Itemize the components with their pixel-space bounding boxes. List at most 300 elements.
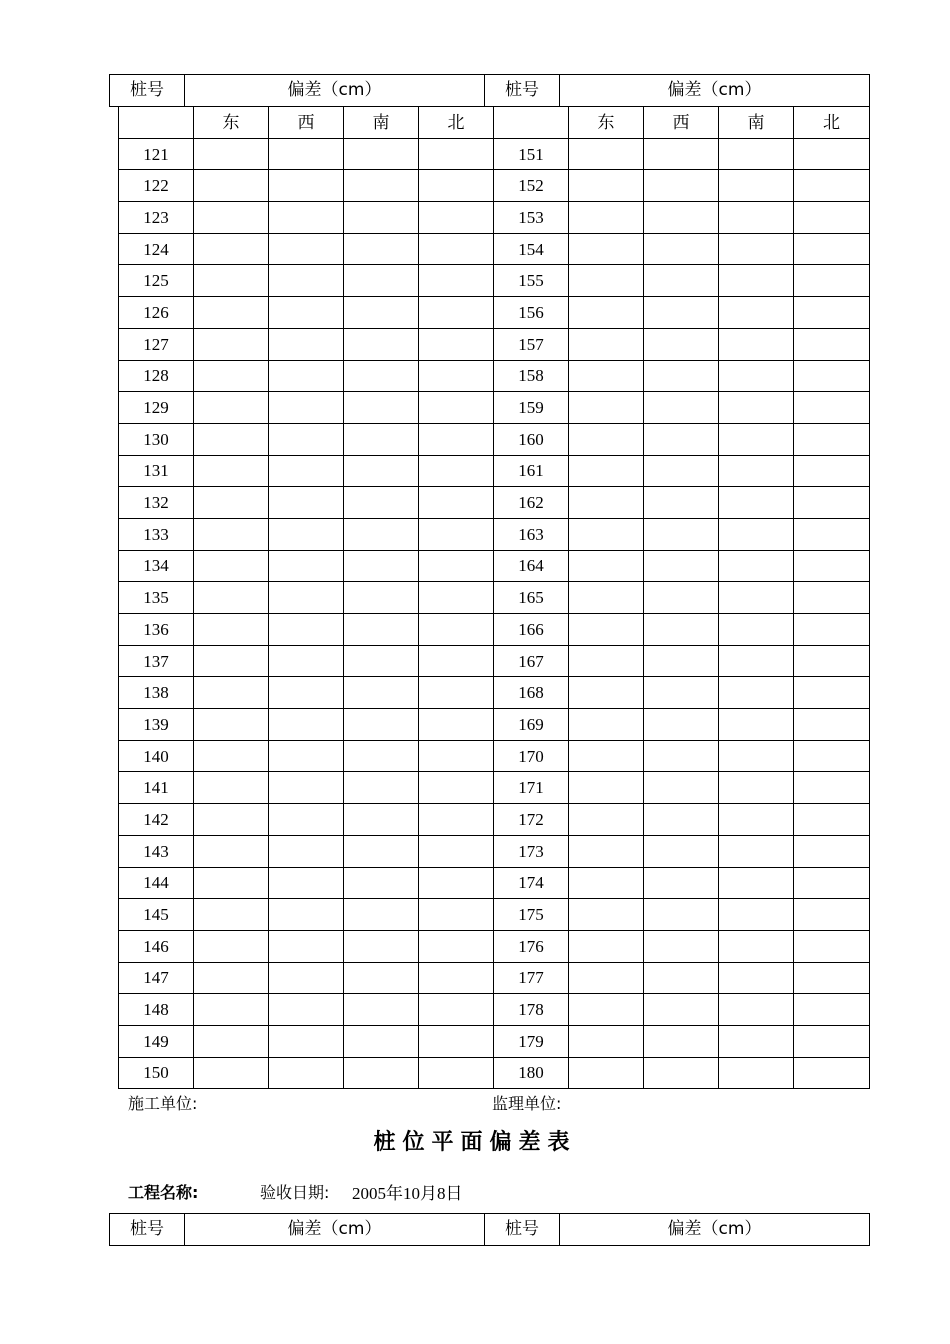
deviation-cell[interactable] xyxy=(794,582,870,614)
deviation-cell[interactable] xyxy=(419,804,494,836)
deviation-cell[interactable] xyxy=(194,645,269,677)
deviation-cell[interactable] xyxy=(644,297,719,329)
deviation-cell[interactable] xyxy=(194,835,269,867)
deviation-cell[interactable] xyxy=(344,360,419,392)
deviation-cell[interactable] xyxy=(344,994,419,1026)
deviation-header-right-2: 偏差（cm） xyxy=(560,1214,870,1246)
deviation-cell[interactable] xyxy=(419,550,494,582)
deviation-cell[interactable] xyxy=(194,614,269,646)
deviation-cell[interactable] xyxy=(719,772,794,804)
deviation-cell[interactable] xyxy=(569,487,644,519)
deviation-cell[interactable] xyxy=(344,645,419,677)
deviation-cell[interactable] xyxy=(569,233,644,265)
deviation-cell[interactable] xyxy=(344,677,419,709)
table-row xyxy=(119,835,870,867)
pile-number-left: 137 xyxy=(119,645,194,677)
deviation-cell[interactable] xyxy=(269,360,344,392)
deviation-cell[interactable] xyxy=(269,518,344,550)
deviation-cell[interactable] xyxy=(344,455,419,487)
deviation-cell[interactable] xyxy=(644,487,719,519)
deviation-cell[interactable] xyxy=(419,899,494,931)
deviation-cell[interactable] xyxy=(794,360,870,392)
deviation-cell[interactable] xyxy=(719,835,794,867)
pile-number-left: 134 xyxy=(119,550,194,582)
deviation-cell[interactable] xyxy=(794,835,870,867)
deviation-cell[interactable] xyxy=(269,138,344,170)
deviation-cell[interactable] xyxy=(344,265,419,297)
deviation-cell[interactable] xyxy=(719,1025,794,1057)
deviation-cell[interactable] xyxy=(269,677,344,709)
deviation-cell[interactable] xyxy=(344,709,419,741)
deviation-cell[interactable] xyxy=(644,233,719,265)
deviation-cell[interactable] xyxy=(719,265,794,297)
deviation-cell[interactable] xyxy=(419,1025,494,1057)
deviation-table-body xyxy=(119,107,870,1089)
pile-number-right: 158 xyxy=(494,360,569,392)
deviation-cell[interactable] xyxy=(644,899,719,931)
pile-number-right: 156 xyxy=(494,297,569,329)
deviation-cell[interactable] xyxy=(344,867,419,899)
deviation-cell[interactable] xyxy=(194,867,269,899)
deviation-cell[interactable] xyxy=(794,487,870,519)
deviation-cell[interactable] xyxy=(719,1057,794,1089)
deviation-cell[interactable] xyxy=(269,614,344,646)
pile-number-left: 127 xyxy=(119,328,194,360)
deviation-cell[interactable] xyxy=(419,614,494,646)
deviation-cell[interactable] xyxy=(794,202,870,234)
table-row xyxy=(119,265,870,297)
deviation-cell[interactable] xyxy=(194,740,269,772)
pile-number-right: 159 xyxy=(494,392,569,424)
deviation-cell[interactable] xyxy=(569,645,644,677)
deviation-cell[interactable] xyxy=(719,582,794,614)
deviation-cell[interactable] xyxy=(569,202,644,234)
table-row xyxy=(119,328,870,360)
deviation-cell[interactable] xyxy=(644,1025,719,1057)
deviation-cell[interactable] xyxy=(269,1025,344,1057)
deviation-cell[interactable] xyxy=(344,930,419,962)
deviation-cell[interactable] xyxy=(719,328,794,360)
table-row xyxy=(119,138,870,170)
project-name-label: 工程名称: xyxy=(128,1183,199,1202)
deviation-cell[interactable] xyxy=(569,994,644,1026)
deviation-cell[interactable] xyxy=(644,709,719,741)
deviation-cell[interactable] xyxy=(344,487,419,519)
deviation-cell[interactable] xyxy=(569,265,644,297)
deviation-cell[interactable] xyxy=(794,677,870,709)
deviation-cell[interactable] xyxy=(719,645,794,677)
deviation-cell[interactable] xyxy=(344,740,419,772)
pile-number-left: 130 xyxy=(119,423,194,455)
deviation-cell[interactable] xyxy=(419,867,494,899)
deviation-cell[interactable] xyxy=(794,962,870,994)
deviation-cell[interactable] xyxy=(719,550,794,582)
deviation-cell[interactable] xyxy=(269,994,344,1026)
deviation-cell[interactable] xyxy=(569,138,644,170)
deviation-cell[interactable] xyxy=(719,962,794,994)
deviation-cell[interactable] xyxy=(719,709,794,741)
deviation-cell[interactable] xyxy=(644,518,719,550)
deviation-cell[interactable] xyxy=(644,930,719,962)
pile-number-left: 147 xyxy=(119,962,194,994)
deviation-cell[interactable] xyxy=(644,423,719,455)
deviation-cell[interactable] xyxy=(794,1057,870,1089)
deviation-cell[interactable] xyxy=(644,677,719,709)
deviation-cell[interactable] xyxy=(794,930,870,962)
deviation-cell[interactable] xyxy=(419,297,494,329)
pile-number-left: 133 xyxy=(119,518,194,550)
deviation-cell[interactable] xyxy=(344,804,419,836)
deviation-cell[interactable] xyxy=(419,328,494,360)
deviation-cell[interactable] xyxy=(794,138,870,170)
table-row xyxy=(119,740,870,772)
deviation-cell[interactable] xyxy=(794,518,870,550)
deviation-cell[interactable] xyxy=(719,423,794,455)
deviation-cell[interactable] xyxy=(644,138,719,170)
deviation-cell[interactable] xyxy=(269,835,344,867)
deviation-cell[interactable] xyxy=(344,1057,419,1089)
deviation-cell[interactable] xyxy=(719,518,794,550)
deviation-cell[interactable] xyxy=(419,138,494,170)
deviation-cell[interactable] xyxy=(194,994,269,1026)
deviation-cell[interactable] xyxy=(794,804,870,836)
deviation-cell[interactable] xyxy=(269,772,344,804)
deviation-cell[interactable] xyxy=(194,518,269,550)
pile-no-header-right-2: 桩号 xyxy=(485,1214,560,1246)
deviation-cell[interactable] xyxy=(269,582,344,614)
deviation-cell[interactable] xyxy=(644,994,719,1026)
pile-number-right: 169 xyxy=(494,709,569,741)
table-row xyxy=(119,170,870,202)
deviation-cell[interactable] xyxy=(194,265,269,297)
deviation-cell[interactable] xyxy=(269,487,344,519)
deviation-cell[interactable] xyxy=(194,582,269,614)
deviation-cell[interactable] xyxy=(194,930,269,962)
acceptance-date-value: 2005年10月8日 xyxy=(352,1184,463,1203)
deviation-cell[interactable] xyxy=(419,170,494,202)
deviation-cell[interactable] xyxy=(419,233,494,265)
deviation-cell[interactable] xyxy=(794,550,870,582)
deviation-cell[interactable] xyxy=(419,930,494,962)
deviation-cell[interactable] xyxy=(569,930,644,962)
deviation-cell[interactable] xyxy=(269,930,344,962)
pile-number-left: 150 xyxy=(119,1057,194,1089)
deviation-cell[interactable] xyxy=(794,867,870,899)
deviation-cell[interactable] xyxy=(194,170,269,202)
pile-number-right: 164 xyxy=(494,550,569,582)
header-row-2 xyxy=(110,1214,870,1246)
pile-number-right: 152 xyxy=(494,170,569,202)
deviation-cell[interactable] xyxy=(419,962,494,994)
pile-number-right: 154 xyxy=(494,233,569,265)
deviation-cell[interactable] xyxy=(644,582,719,614)
deviation-cell[interactable] xyxy=(644,740,719,772)
deviation-cell[interactable] xyxy=(569,170,644,202)
deviation-cell[interactable] xyxy=(194,297,269,329)
direction-north-right: 北 xyxy=(794,107,870,139)
deviation-cell[interactable] xyxy=(794,899,870,931)
deviation-cell[interactable] xyxy=(794,1025,870,1057)
deviation-cell[interactable] xyxy=(644,1057,719,1089)
deviation-cell[interactable] xyxy=(194,487,269,519)
deviation-cell[interactable] xyxy=(644,867,719,899)
deviation-cell[interactable] xyxy=(194,233,269,265)
deviation-cell[interactable] xyxy=(644,170,719,202)
deviation-cell[interactable] xyxy=(569,1057,644,1089)
deviation-cell[interactable] xyxy=(419,582,494,614)
deviation-cell[interactable] xyxy=(269,265,344,297)
pile-number-right: 162 xyxy=(494,487,569,519)
pile-number-left: 121 xyxy=(119,138,194,170)
deviation-cell[interactable] xyxy=(794,614,870,646)
deviation-cell[interactable] xyxy=(719,297,794,329)
pile-number-right: 171 xyxy=(494,772,569,804)
deviation-cell[interactable] xyxy=(419,1057,494,1089)
deviation-cell[interactable] xyxy=(269,202,344,234)
table-row xyxy=(119,994,870,1026)
pile-number-right: 160 xyxy=(494,423,569,455)
deviation-cell[interactable] xyxy=(419,740,494,772)
deviation-cell[interactable] xyxy=(719,202,794,234)
pile-number-right: 174 xyxy=(494,867,569,899)
deviation-cell[interactable] xyxy=(194,772,269,804)
deviation-cell[interactable] xyxy=(794,170,870,202)
direction-east-right: 东 xyxy=(569,107,644,139)
deviation-cell[interactable] xyxy=(569,709,644,741)
deviation-cell[interactable] xyxy=(794,455,870,487)
pile-number-right: 168 xyxy=(494,677,569,709)
deviation-cell[interactable] xyxy=(569,835,644,867)
deviation-cell[interactable] xyxy=(194,1025,269,1057)
deviation-cell[interactable] xyxy=(719,614,794,646)
deviation-cell[interactable] xyxy=(419,518,494,550)
deviation-cell[interactable] xyxy=(194,1057,269,1089)
deviation-cell[interactable] xyxy=(269,709,344,741)
deviation-cell[interactable] xyxy=(269,1057,344,1089)
deviation-cell[interactable] xyxy=(644,455,719,487)
deviation-cell[interactable] xyxy=(794,772,870,804)
deviation-cell[interactable] xyxy=(269,392,344,424)
pile-no-header-left-2: 桩号 xyxy=(110,1214,185,1246)
deviation-cell[interactable] xyxy=(569,772,644,804)
pile-number-right: 176 xyxy=(494,930,569,962)
deviation-cell[interactable] xyxy=(719,455,794,487)
deviation-cell[interactable] xyxy=(194,550,269,582)
deviation-cell[interactable] xyxy=(269,962,344,994)
deviation-cell[interactable] xyxy=(719,360,794,392)
deviation-cell[interactable] xyxy=(719,867,794,899)
deviation-cell[interactable] xyxy=(569,423,644,455)
deviation-cell[interactable] xyxy=(194,455,269,487)
deviation-cell[interactable] xyxy=(194,677,269,709)
deviation-cell[interactable] xyxy=(644,265,719,297)
deviation-cell[interactable] xyxy=(569,297,644,329)
deviation-cell[interactable] xyxy=(719,804,794,836)
deviation-cell[interactable] xyxy=(419,202,494,234)
deviation-cell[interactable] xyxy=(194,138,269,170)
deviation-cell[interactable] xyxy=(344,233,419,265)
pile-number-right: 167 xyxy=(494,645,569,677)
pile-number-left: 142 xyxy=(119,804,194,836)
deviation-cell[interactable] xyxy=(569,328,644,360)
pile-number-right: 170 xyxy=(494,740,569,772)
deviation-cell[interactable] xyxy=(569,392,644,424)
deviation-cell[interactable] xyxy=(344,1025,419,1057)
deviation-cell[interactable] xyxy=(419,392,494,424)
deviation-cell[interactable] xyxy=(344,328,419,360)
deviation-cell[interactable] xyxy=(344,138,419,170)
table-row xyxy=(119,899,870,931)
deviation-cell[interactable] xyxy=(419,645,494,677)
deviation-cell[interactable] xyxy=(794,709,870,741)
deviation-cell[interactable] xyxy=(194,899,269,931)
deviation-cell[interactable] xyxy=(794,328,870,360)
deviation-cell[interactable] xyxy=(569,677,644,709)
pile-number-left: 143 xyxy=(119,835,194,867)
deviation-cell[interactable] xyxy=(269,645,344,677)
deviation-header-right: 偏差（cm） xyxy=(560,75,870,107)
deviation-cell[interactable] xyxy=(569,804,644,836)
deviation-cell[interactable] xyxy=(569,455,644,487)
deviation-cell[interactable] xyxy=(419,265,494,297)
deviation-cell[interactable] xyxy=(644,835,719,867)
deviation-cell[interactable] xyxy=(794,297,870,329)
deviation-cell[interactable] xyxy=(419,709,494,741)
deviation-cell[interactable] xyxy=(269,550,344,582)
deviation-cell[interactable] xyxy=(419,772,494,804)
deviation-cell[interactable] xyxy=(269,170,344,202)
acceptance-date-label: 验收日期: xyxy=(260,1183,330,1202)
deviation-cell[interactable] xyxy=(344,518,419,550)
deviation-cell[interactable] xyxy=(644,550,719,582)
deviation-cell[interactable] xyxy=(719,233,794,265)
deviation-cell[interactable] xyxy=(719,899,794,931)
direction-south-left: 南 xyxy=(344,107,419,139)
pile-number-left: 122 xyxy=(119,170,194,202)
pile-number-left: 149 xyxy=(119,1025,194,1057)
pile-number-left: 148 xyxy=(119,994,194,1026)
deviation-cell[interactable] xyxy=(794,423,870,455)
deviation-cell[interactable] xyxy=(569,867,644,899)
deviation-cell[interactable] xyxy=(644,392,719,424)
deviation-cell[interactable] xyxy=(644,360,719,392)
pile-number-left: 135 xyxy=(119,582,194,614)
deviation-cell[interactable] xyxy=(569,360,644,392)
deviation-cell[interactable] xyxy=(344,582,419,614)
deviation-cell[interactable] xyxy=(569,550,644,582)
deviation-cell[interactable] xyxy=(344,550,419,582)
pile-number-left: 123 xyxy=(119,202,194,234)
pile-number-right: 178 xyxy=(494,994,569,1026)
deviation-cell[interactable] xyxy=(644,962,719,994)
deviation-cell[interactable] xyxy=(644,614,719,646)
deviation-cell[interactable] xyxy=(269,328,344,360)
deviation-cell[interactable] xyxy=(719,930,794,962)
deviation-cell[interactable] xyxy=(194,423,269,455)
deviation-cell[interactable] xyxy=(344,835,419,867)
deviation-cell[interactable] xyxy=(719,740,794,772)
pile-number-right: 166 xyxy=(494,614,569,646)
pile-number-left: 146 xyxy=(119,930,194,962)
deviation-cell[interactable] xyxy=(569,614,644,646)
direction-west-left: 西 xyxy=(269,107,344,139)
deviation-cell[interactable] xyxy=(419,677,494,709)
deviation-cell[interactable] xyxy=(719,994,794,1026)
deviation-cell[interactable] xyxy=(644,645,719,677)
deviation-cell[interactable] xyxy=(569,518,644,550)
deviation-cell[interactable] xyxy=(269,740,344,772)
deviation-cell[interactable] xyxy=(794,392,870,424)
deviation-cell[interactable] xyxy=(344,170,419,202)
deviation-cell[interactable] xyxy=(419,994,494,1026)
deviation-cell[interactable] xyxy=(419,360,494,392)
deviation-cell[interactable] xyxy=(344,423,419,455)
deviation-cell[interactable] xyxy=(194,962,269,994)
deviation-cell[interactable] xyxy=(194,360,269,392)
deviation-cell[interactable] xyxy=(719,487,794,519)
deviation-cell[interactable] xyxy=(719,392,794,424)
pile-number-right: 161 xyxy=(494,455,569,487)
table-row xyxy=(119,930,870,962)
deviation-cell[interactable] xyxy=(644,804,719,836)
deviation-cell[interactable] xyxy=(719,677,794,709)
deviation-cell[interactable] xyxy=(794,645,870,677)
deviation-cell[interactable] xyxy=(344,297,419,329)
deviation-cell[interactable] xyxy=(569,740,644,772)
deviation-cell[interactable] xyxy=(269,297,344,329)
deviation-cell[interactable] xyxy=(269,423,344,455)
deviation-cell[interactable] xyxy=(194,709,269,741)
deviation-cell[interactable] xyxy=(269,804,344,836)
deviation-cell[interactable] xyxy=(644,328,719,360)
deviation-cell[interactable] xyxy=(719,138,794,170)
deviation-cell[interactable] xyxy=(269,455,344,487)
deviation-cell[interactable] xyxy=(569,899,644,931)
deviation-cell[interactable] xyxy=(644,772,719,804)
deviation-cell[interactable] xyxy=(794,233,870,265)
deviation-cell[interactable] xyxy=(719,170,794,202)
deviation-cell[interactable] xyxy=(419,423,494,455)
deviation-cell[interactable] xyxy=(344,202,419,234)
deviation-cell[interactable] xyxy=(344,772,419,804)
deviation-cell[interactable] xyxy=(269,899,344,931)
deviation-cell[interactable] xyxy=(794,994,870,1026)
deviation-cell[interactable] xyxy=(419,835,494,867)
deviation-cell[interactable] xyxy=(569,1025,644,1057)
deviation-cell[interactable] xyxy=(194,804,269,836)
deviation-cell[interactable] xyxy=(644,202,719,234)
deviation-cell[interactable] xyxy=(194,328,269,360)
deviation-cell[interactable] xyxy=(569,962,644,994)
deviation-cell[interactable] xyxy=(794,740,870,772)
deviation-cell[interactable] xyxy=(344,962,419,994)
deviation-cell[interactable] xyxy=(269,867,344,899)
deviation-cell[interactable] xyxy=(419,455,494,487)
deviation-cell[interactable] xyxy=(194,392,269,424)
deviation-cell[interactable] xyxy=(569,582,644,614)
pile-number-right: 165 xyxy=(494,582,569,614)
deviation-cell[interactable] xyxy=(344,899,419,931)
deviation-cell[interactable] xyxy=(794,265,870,297)
deviation-cell[interactable] xyxy=(194,202,269,234)
deviation-cell[interactable] xyxy=(419,487,494,519)
deviation-cell[interactable] xyxy=(344,392,419,424)
pile-number-left: 144 xyxy=(119,867,194,899)
table-row xyxy=(119,487,870,519)
pile-number-left: 128 xyxy=(119,360,194,392)
deviation-cell[interactable] xyxy=(344,614,419,646)
deviation-cell[interactable] xyxy=(269,233,344,265)
